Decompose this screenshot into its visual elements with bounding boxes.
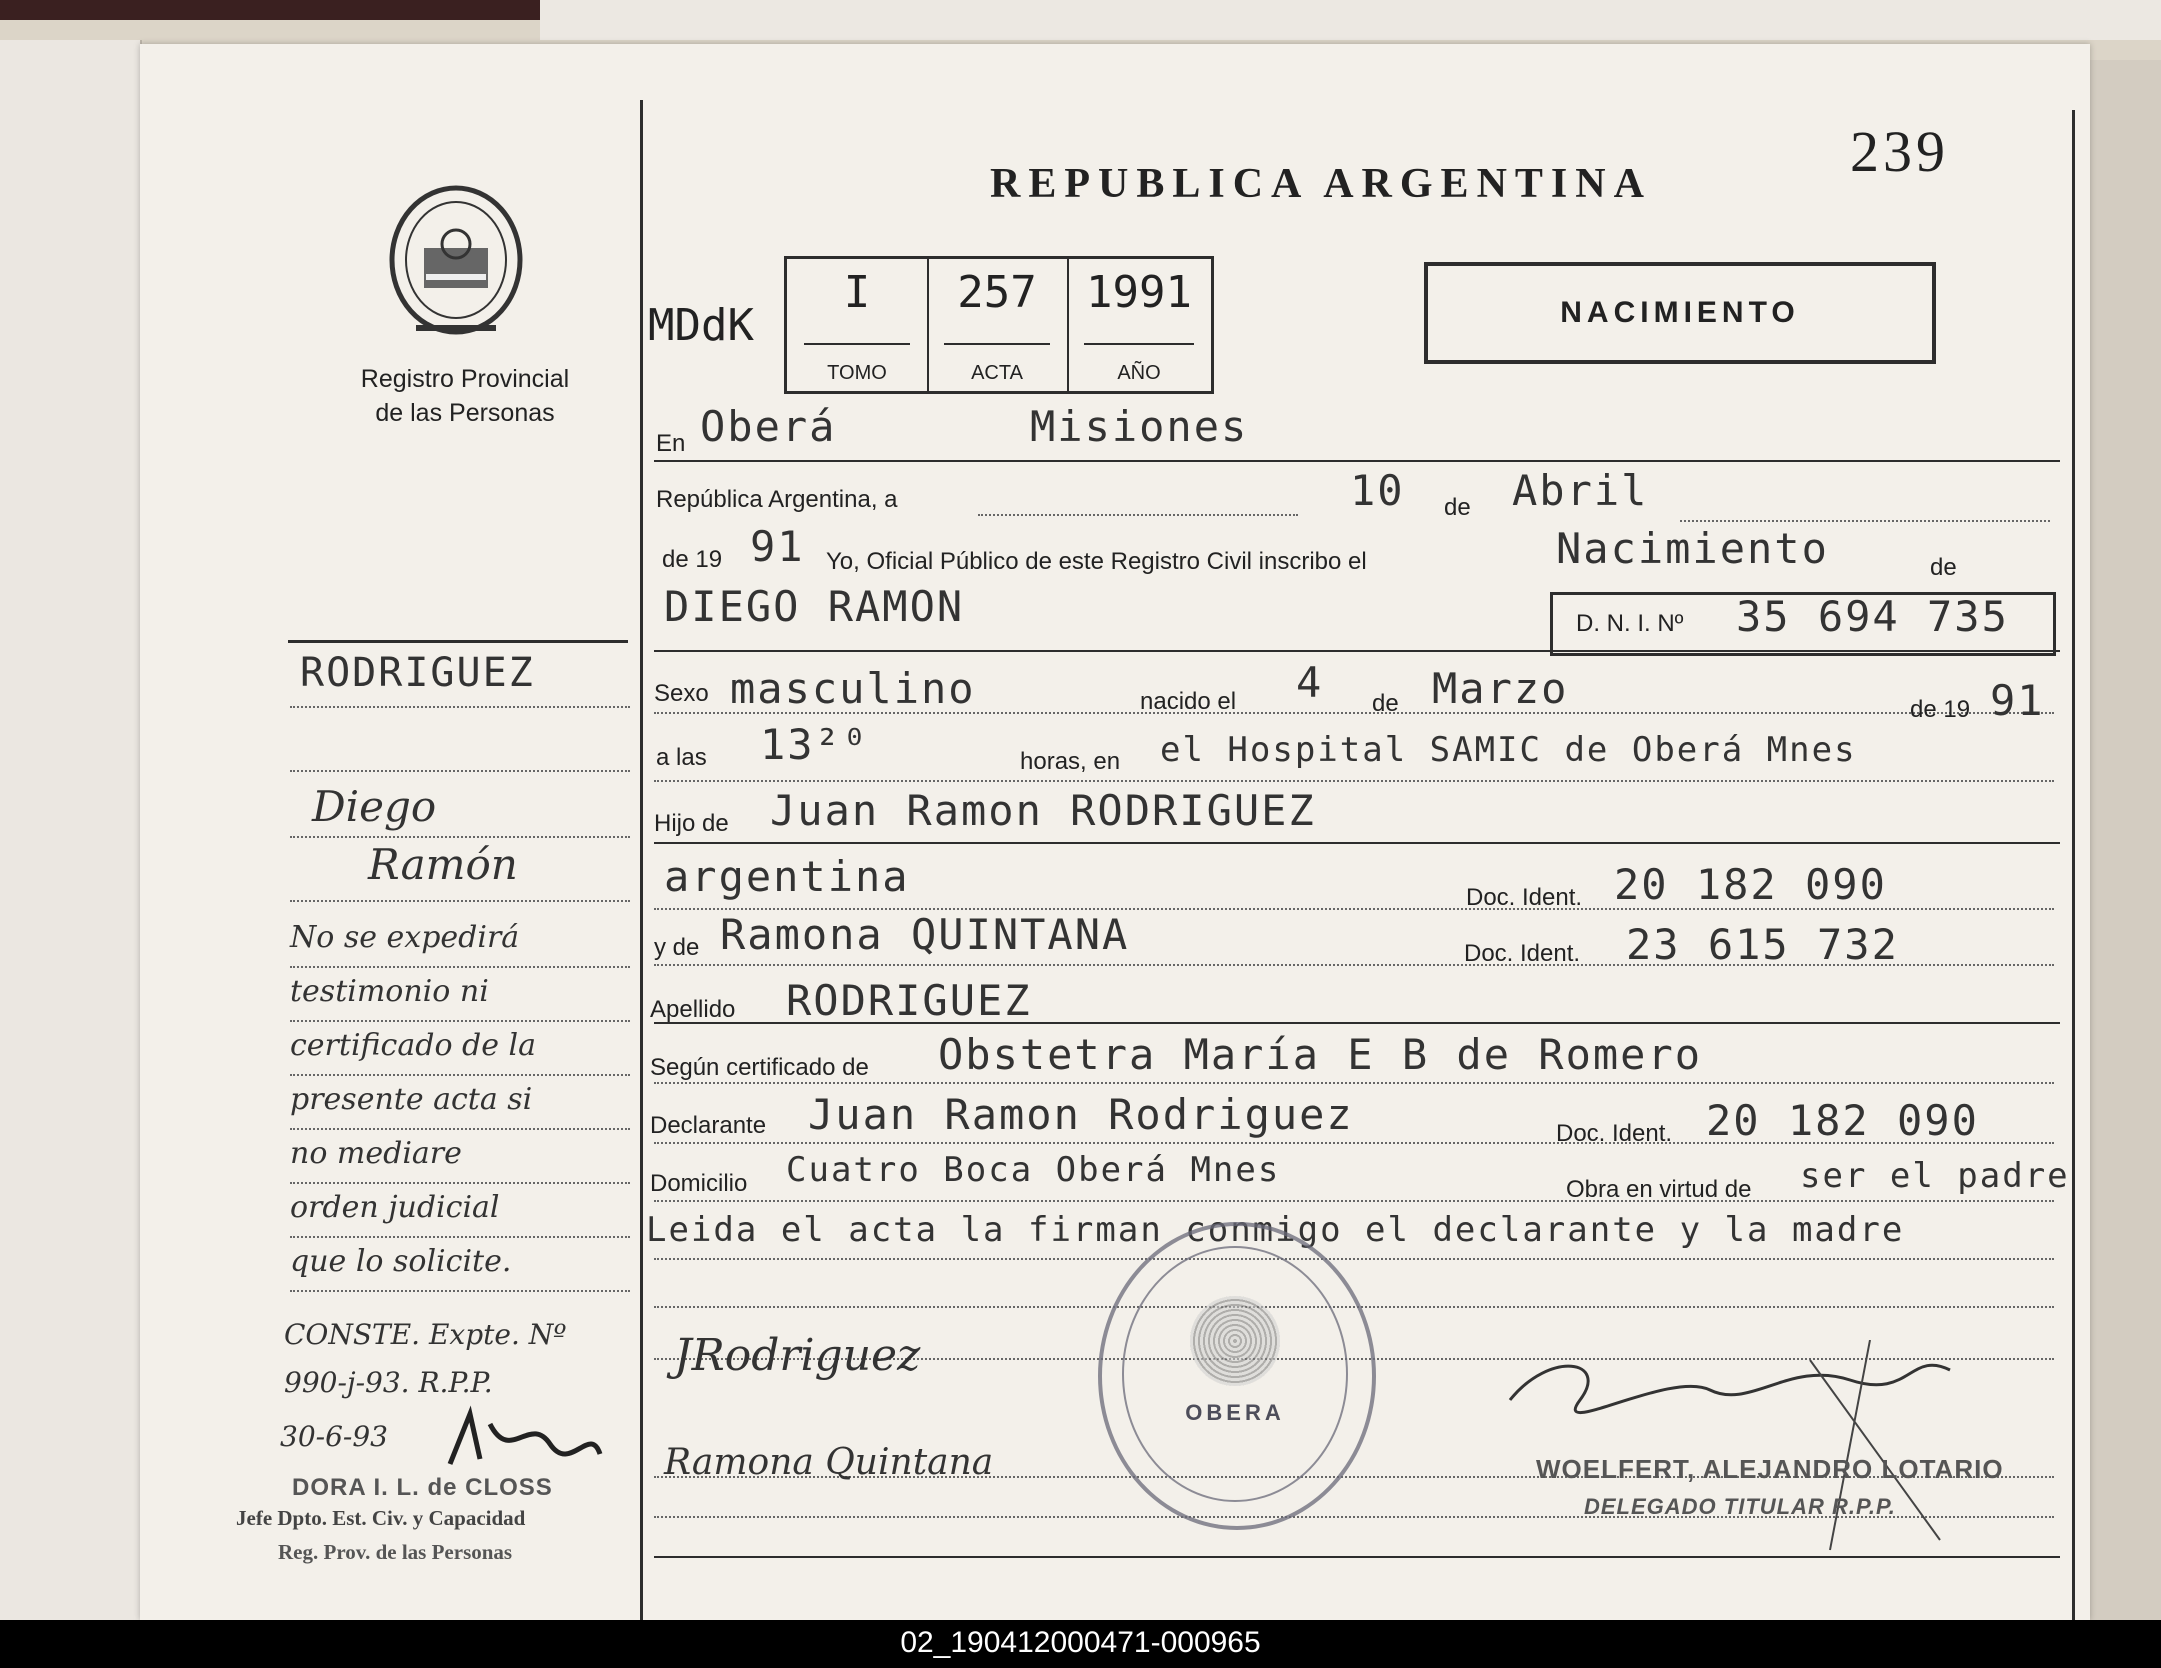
rule [654, 1200, 2054, 1202]
book-cover-edge [0, 0, 540, 20]
apellido-label: Apellido [650, 996, 736, 1023]
record-number-box [784, 256, 1214, 394]
obra-label: Obra en virtud de [1566, 1176, 1752, 1203]
margin-note-line: presente acta si [290, 1082, 533, 1117]
rule [654, 780, 2054, 782]
official-name: DORA I. L. de CLOSS [292, 1474, 553, 1501]
page-number: 239 [1850, 119, 1949, 184]
margin-note-line: que lo solicite. [290, 1244, 512, 1279]
domicilio-value: Cuatro Boca Oberá Mnes [786, 1150, 1281, 1190]
rule [290, 770, 630, 772]
de-label-3: de [1372, 690, 1399, 717]
country-title: REPUBLICA ARGENTINA [990, 161, 1652, 207]
leida-text: Leida el acta la firman conmigo el declarante y la madre [646, 1210, 1905, 1250]
year-prefix-label: de 19 [662, 546, 723, 573]
rule [290, 1074, 630, 1076]
margin-top-rule [288, 640, 628, 643]
registry-line-1: Registro Provincial [360, 365, 570, 393]
rule [290, 1128, 630, 1130]
certificado-value: Obstetra María E B de Romero [938, 1030, 1703, 1079]
city-value: Oberá [700, 402, 837, 451]
province-value: Misiones [1030, 402, 1249, 451]
tomo-value: I [843, 267, 871, 318]
segun-label: Según certificado de [650, 1054, 869, 1081]
officer-name: WOELFERT, ALEJANDRO LOTARIO [1536, 1454, 2004, 1484]
registry-label [290, 362, 640, 430]
anio-cell [1067, 259, 1211, 391]
file-id: 02_190412000471-000965 [900, 1626, 1261, 1659]
tomo-cell [787, 259, 929, 391]
rule [290, 1182, 630, 1184]
rule [290, 966, 630, 968]
margin-note-line: orden judicial [290, 1190, 500, 1225]
tomo-label: TOMO [827, 362, 887, 384]
book-right-edge [2090, 60, 2161, 1620]
y-de-label: y de [654, 934, 700, 961]
declarante-doc-value: 20 182 090 [1706, 1096, 1979, 1145]
margin-note-line: testimonio ni [290, 974, 489, 1009]
rule [290, 706, 630, 708]
acta-cell [927, 259, 1069, 391]
rule [654, 842, 2060, 844]
day-value: 10 [1350, 466, 1405, 515]
father-name-value: Juan Ramon RODRIGUEZ [770, 786, 1316, 835]
en-label: En [656, 430, 686, 457]
rule [654, 1258, 2054, 1260]
dni-value: 35 694 735 [1736, 592, 2009, 641]
rule [654, 1082, 2054, 1084]
declarante-doc-label: Doc. Ident. [1556, 1120, 1673, 1147]
birth-month-value: Marzo [1432, 664, 1569, 713]
de-label: de [1444, 494, 1471, 521]
registry-line-2: de las Personas [375, 399, 555, 427]
official-signature-scribble [440, 1404, 610, 1474]
rule [1680, 520, 2050, 522]
rule [290, 836, 630, 838]
domicilio-label: Domicilio [650, 1170, 748, 1197]
margin-note-line: no mediare [290, 1136, 462, 1171]
declarante-value: Juan Ramon Rodriguez [808, 1090, 1354, 1139]
record-type-box: NACIMIENTO [1424, 262, 1936, 364]
sexo-label: Sexo [654, 680, 709, 707]
margin-conste: CONSTE. Expte. Nº [284, 1318, 567, 1351]
rule [290, 900, 630, 902]
year-suffix-value: 91 [750, 522, 805, 571]
mother-doc-label: Doc. Ident. [1464, 940, 1581, 967]
obra-value: ser el padre [1800, 1156, 2070, 1196]
hijo-label: Hijo de [654, 810, 729, 837]
birth-place-value: el Hospital SAMIC de Oberá Mnes [1160, 730, 1857, 770]
rule [978, 514, 1298, 516]
official-title-1: Jefe Dpto. Est. Civ. y Capacidad [236, 1506, 526, 1530]
margin-note-line: No se expedirá [290, 920, 520, 955]
margin-expte: 990-j-93. R.P.P. [284, 1366, 493, 1399]
declarante-label: Declarante [650, 1112, 767, 1139]
father-doc-value: 20 182 090 [1614, 860, 1887, 909]
misiones-seal [386, 178, 526, 336]
mother-name-value: Ramona QUINTANA [720, 910, 1130, 959]
father-nationality-value: argentina [664, 852, 910, 901]
margin-note-line: certificado de la [290, 1028, 537, 1063]
rule [290, 1020, 630, 1022]
act-type-value: Nacimiento [1556, 524, 1829, 573]
acta-label: ACTA [971, 362, 1023, 384]
birth-time-value: 13²⁰ [760, 720, 870, 769]
mother-signature: Ramona Quintana [664, 1442, 994, 1483]
margin-name-1: Diego [312, 782, 437, 831]
given-names-value: DIEGO RAMON [664, 582, 965, 631]
rule [290, 1290, 630, 1292]
rule [654, 460, 2060, 462]
fingerprint-mark [1190, 1296, 1280, 1386]
margin-surname: RODRIGUEZ [300, 650, 535, 696]
anio-value: 1991 [1086, 267, 1192, 318]
republica-label: República Argentina, a [656, 486, 898, 513]
nacido-label: nacido el [1140, 688, 1237, 715]
top-paper-strip [540, 0, 2161, 40]
de-label-2: de [1930, 554, 1957, 581]
birth-day-value: 4 [1296, 658, 1324, 707]
birth-year-suffix-value: 91 [1990, 676, 2045, 725]
dni-label: D. N. I. Nº [1576, 610, 1684, 637]
father-signature: JRodriguez [674, 1330, 921, 1381]
apellido-value: RODRIGUEZ [786, 976, 1032, 1025]
official-title-2: Reg. Prov. de las Personas [278, 1540, 513, 1564]
column-divider [640, 100, 643, 1620]
father-doc-label: Doc. Ident. [1466, 884, 1583, 911]
mother-doc-value: 23 615 732 [1626, 920, 1899, 969]
previous-page [0, 40, 142, 1620]
a-las-label: a las [656, 744, 707, 771]
rule [290, 1236, 630, 1238]
birth-year-prefix-label: de 19 [1910, 696, 1971, 723]
acta-value: 257 [957, 267, 1037, 318]
margin-date: 30-6-93 [280, 1420, 388, 1453]
sexo-value: masculino [730, 664, 976, 713]
officer-title: DELEGADO TITULAR R.P.P. [1584, 1494, 1896, 1519]
right-border [2072, 110, 2075, 1620]
month-value: Abril [1512, 466, 1649, 515]
anio-label: AÑO [1117, 362, 1161, 384]
office-code: MDdK [648, 300, 754, 351]
horas-label: horas, en [1020, 748, 1121, 775]
yo-text: Yo, Oficial Público de este Registro Civil inscribo el [826, 548, 1367, 575]
stamp-text: OBERA [1185, 1400, 1285, 1425]
margin-name-2: Ramón [368, 840, 518, 889]
